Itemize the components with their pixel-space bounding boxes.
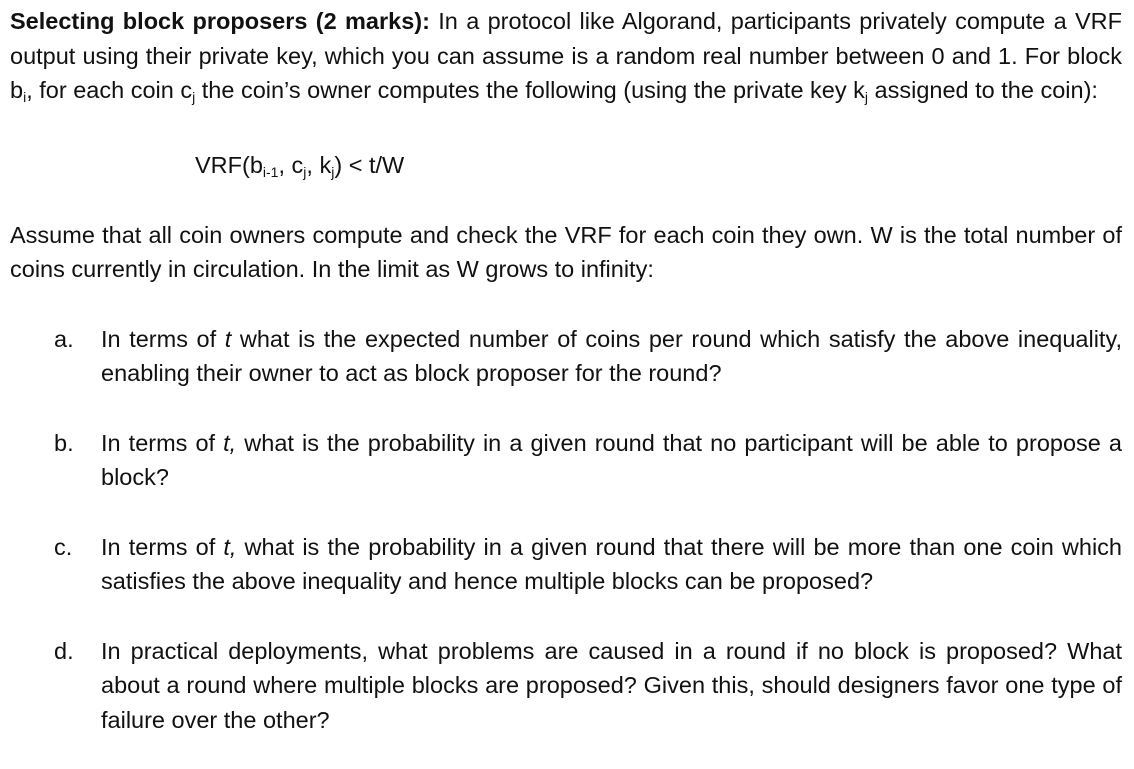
question-variable: t, (223, 429, 237, 456)
question-text: In practical deployments, what problems are caused in a round if no block is proposed? What about a round where multiple blocks are proposed? Given this, should designers favor one type of failure over the other? (101, 637, 1122, 733)
intro-text-1: In a protocol like Algorand, participants privately compute a VRF output using their private key, which you can assume is a random real number between 0 and 1. For block b (10, 8, 1122, 103)
formula-part-4: ) < t/W (334, 151, 405, 178)
section-heading: Selecting block proposers (2 marks): (10, 8, 430, 34)
intro-subscript-j: j (192, 89, 196, 105)
formula-part-1: VRF(b (195, 151, 263, 178)
intro-text-2: , for each coin c (26, 77, 193, 103)
question-text: In terms of (101, 533, 224, 560)
question-marker: a. (54, 325, 74, 352)
question-text: what is the expected number of coins per round which satisfy the above inequality, enabling their owner to act as block proposer for the round? (101, 325, 1122, 386)
vrf-formula (195, 148, 1122, 182)
question-text: what is the probability in a given round that no participant will be able to propose a block? (101, 429, 1122, 490)
formula-sub-1: i-1 (262, 163, 279, 180)
intro-paragraph (10, 4, 1122, 108)
question-marker: b. (54, 429, 74, 456)
question-a (10, 322, 1122, 391)
intro-text-3: the coin’s owner computes the following (using the private key k (195, 77, 865, 103)
question-marker: d. (54, 637, 74, 664)
question-text: In terms of (101, 429, 224, 456)
question-c (10, 530, 1122, 599)
intro-subscript-i: i (23, 89, 27, 105)
intro-text-4: assigned to the coin): (868, 77, 1098, 103)
formula-sub-3: j (331, 163, 335, 180)
formula-part-3: , k (306, 151, 332, 178)
question-text: In terms of (101, 325, 225, 352)
formula-sub-2: j (303, 163, 307, 180)
formula-part-2: , c (278, 151, 304, 178)
question-text: what is the probability in a given round that there will be more than one coin which satisfies the above inequality and hence multiple blocks can be proposed? (101, 533, 1122, 594)
question-d (10, 634, 1122, 738)
question-marker: c. (54, 533, 73, 560)
assumption-paragraph: Assume that all coin owners compute and check the VRF for each coin they own. W is the total number of coins currently in circulation. In the limit as W grows to infinity: (10, 221, 1122, 282)
question-b (10, 426, 1122, 495)
question-variable: t, (223, 533, 237, 560)
question-list (10, 322, 1122, 738)
intro-subscript-kj: j (864, 89, 869, 105)
question-variable: t (224, 325, 232, 352)
